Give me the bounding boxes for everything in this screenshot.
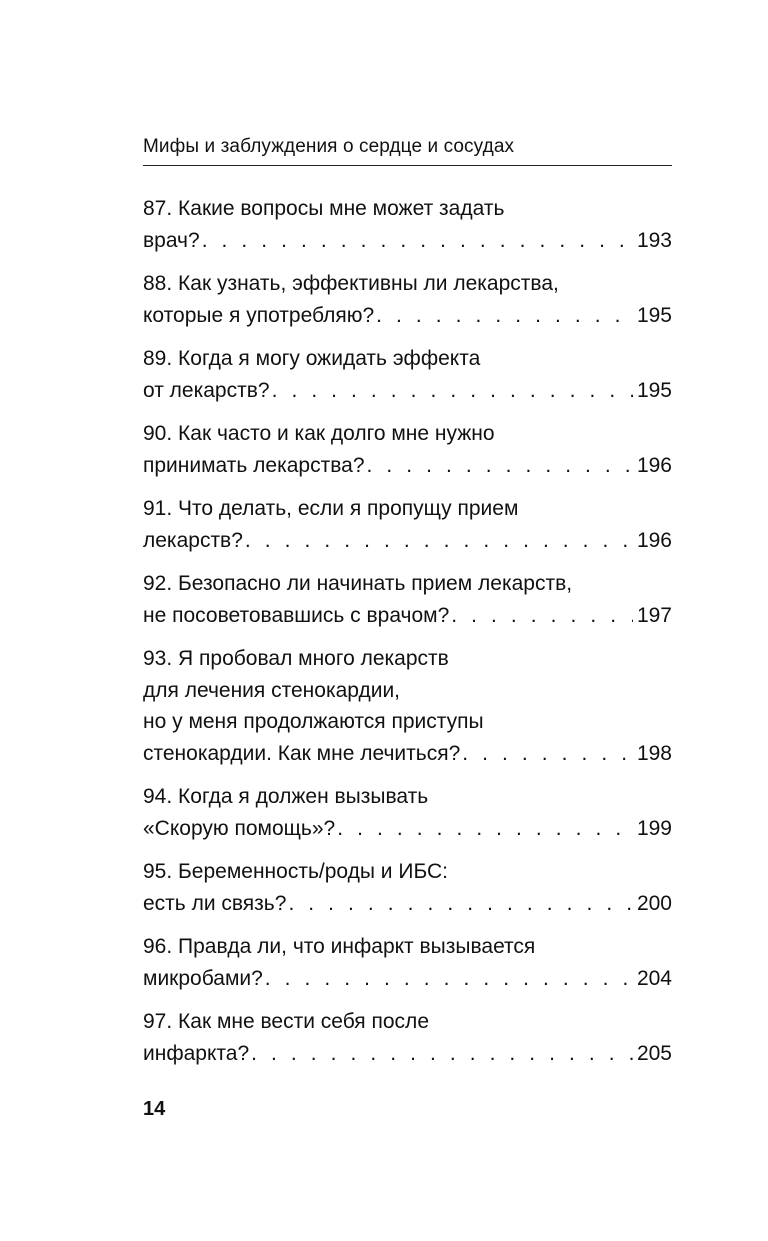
toc-entry-title-line: которые я употребляю? [143,303,375,327]
dot-leader [288,888,633,920]
toc-entry-last-line [143,1038,672,1070]
toc-entry-page-number: 200 [636,891,672,915]
toc-entry-title-line: но у меня продолжаются приступы [143,710,484,733]
toc-entry-page-number: 196 [636,528,672,552]
toc-entry-title-line: «Скорую помощь»? [143,816,336,840]
toc-entry-last-line [143,738,672,770]
dot-leader [376,300,633,332]
dot-leader [337,813,633,845]
toc-entry-page-number: 198 [636,741,672,765]
toc-entry [143,931,672,994]
toc-entry [143,856,672,919]
running-header: Мифы и заблуждения о сердце и сосудах [143,136,515,157]
toc-entry-title-line: от лекарств? [143,378,270,402]
toc-entry-last-line [143,600,672,632]
toc-entry-title-line: 96. Правда ли, что инфаркт вызывается [143,935,536,958]
toc-entry-title-line: 95. Беременность/роды и ИБС: [143,860,449,883]
dot-leader [251,1038,633,1070]
toc-entry-page-number: 199 [636,816,672,840]
dot-leader [462,738,633,770]
dot-leader [202,225,633,257]
toc-entry-last-line [143,813,672,845]
toc-entry [143,568,672,631]
toc-entry [143,1006,672,1069]
toc-entry-page-number: 195 [636,378,672,402]
toc-entry-title-line: не посоветовавшись с врачом? [143,603,450,627]
toc-entry-page-number: 205 [636,1041,672,1065]
toc-entry-page-number: 195 [636,303,672,327]
toc-entry-title-line: 87. Какие вопросы мне может задать [143,197,505,220]
toc-entry-title-line: врач? [143,228,200,252]
toc-entry-title-line: для лечения стенокардии, [143,678,401,702]
toc-entry-title-line: инфаркта? [143,1041,250,1065]
toc-entry-last-line [143,888,672,920]
toc-entry-last-line [143,225,672,257]
dot-leader [272,375,633,407]
toc-entry [143,268,672,331]
toc-entry-title-line: 97. Как мне вести себя после [143,1010,429,1033]
toc-entry-title-line: 93. Я пробовал много лекарств [143,647,449,670]
toc-entry-title-line: 89. Когда я могу ожидать эффекта [143,347,481,370]
toc-entry-page-number: 196 [636,453,672,477]
dot-leader [265,963,633,995]
toc-entry [143,343,672,406]
header-rule [143,165,672,166]
toc-entry [143,418,672,481]
toc-entry-page-number: 197 [636,603,672,627]
toc-entry-title-line: есть ли связь? [143,891,287,915]
toc-entry-title-line: 91. Что делать, если я пропущу прием [143,497,519,520]
toc-entry-page-number: 193 [636,228,672,252]
toc-entry-title-line: 90. Как часто и как долго мне нужно [143,422,495,445]
dot-leader [367,450,633,482]
toc-entry [143,781,672,844]
toc-entry-title-line: стенокардии. Как мне лечиться? [143,741,461,765]
toc-entry [143,643,672,769]
toc-entry-last-line [143,963,672,995]
page-number: 14 [143,1098,166,1120]
toc-entry-title-line: 88. Как узнать, эффективны ли лекарства, [143,272,559,295]
toc-entry-title-line: 92. Безопасно ли начинать прием лекарств, [143,572,573,595]
toc-entry-last-line [143,300,672,332]
toc-entry-page-number: 204 [636,966,672,990]
dot-leader [245,525,633,557]
toc-entry-title-line: 94. Когда я должен вызывать [143,785,429,808]
toc-entry [143,193,672,256]
toc-entry-last-line [143,375,672,407]
dot-leader [451,600,633,632]
toc-entry [143,493,672,556]
toc-entry-title-line: лекарств? [143,528,243,552]
table-of-contents [143,193,672,1081]
toc-entry-last-line [143,525,672,557]
toc-entry-title-line: принимать лекарства? [143,453,365,477]
toc-entry-title-line: микробами? [143,966,263,990]
toc-entry-last-line [143,450,672,482]
